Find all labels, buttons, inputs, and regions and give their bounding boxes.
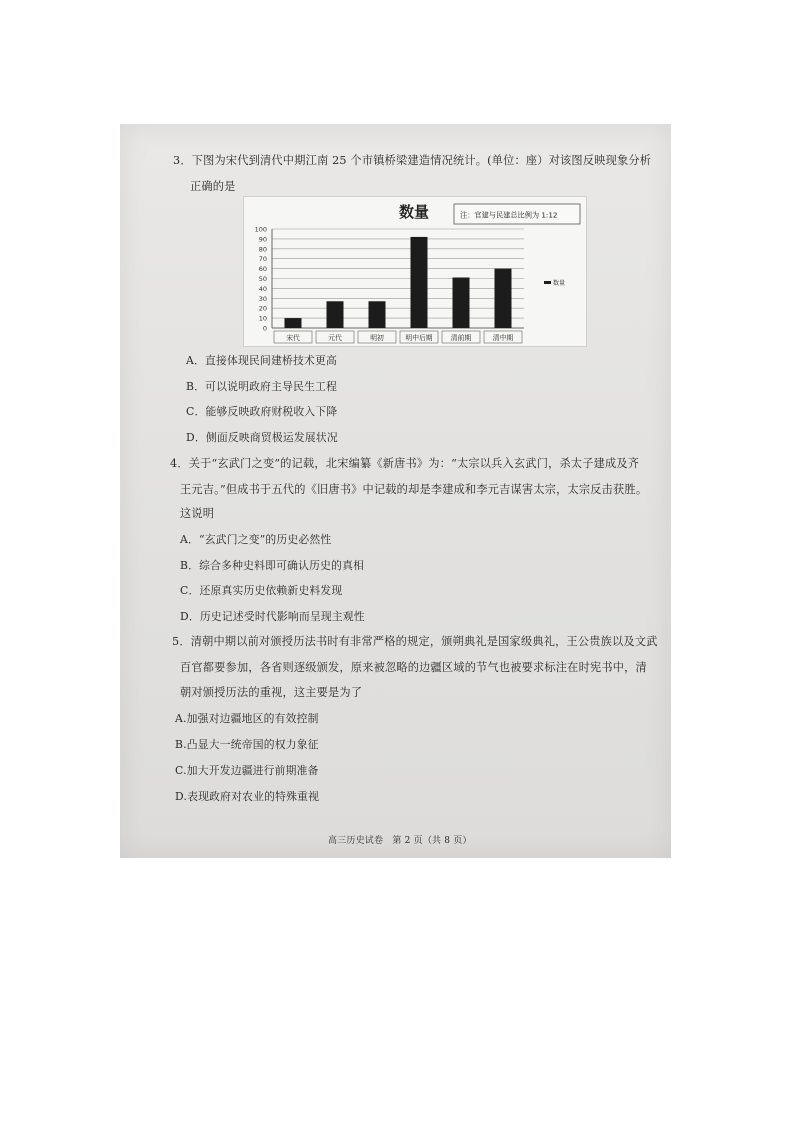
q3-stem-line2: 正确的是 xyxy=(190,180,236,193)
y-tick-label: 40 xyxy=(258,284,267,293)
q5-option-b: B.凸显大一统帝国的权力象征 xyxy=(175,738,319,751)
bridge-chart xyxy=(243,196,587,347)
q3-option-b: B．可以说明政府主导民生工程 xyxy=(186,380,338,393)
q3-option-a: A．直接体现民间建桥技术更高 xyxy=(186,354,337,367)
y-tick-label: 80 xyxy=(258,245,267,254)
y-tick-label: 50 xyxy=(258,275,267,283)
x-tick-label: 明初 xyxy=(370,334,384,342)
q4-option-a: A．“玄武门之变”的历史必然性 xyxy=(180,533,332,546)
q4-stem-line1: 4．关于“玄武门之变”的记载，北宋编纂《新唐书》为：“太宗以兵入玄武门，杀太子建成及齐 xyxy=(170,457,640,470)
y-tick-label: 100 xyxy=(254,225,267,234)
bar xyxy=(285,318,302,328)
legend-swatch xyxy=(544,281,551,284)
q3-stem-line1: 3．下图为宋代到清代中期江南 25 个市镇桥梁建造情况统计。(单位：座）对该图反映现象分析 xyxy=(173,154,652,167)
bar xyxy=(411,237,428,328)
bar xyxy=(369,301,386,328)
y-tick-label: 30 xyxy=(258,294,267,303)
x-tick-label: 清前期 xyxy=(450,334,472,342)
legend-label: 数量 xyxy=(553,280,566,287)
y-tick-label: 70 xyxy=(258,255,267,264)
q5-stem-line3: 朝对颁授历法的重视，这主要是为了 xyxy=(180,686,363,699)
q3-option-d: D．侧面反映商贸极运发展状况 xyxy=(186,431,338,444)
bar xyxy=(453,278,470,328)
q4-stem-line2: 王元吉。”但成书于五代的《旧唐书》中记载的却是李建成和李元吉谋害太宗，太宗反击获胜。 xyxy=(180,483,648,496)
y-tick-label: 90 xyxy=(258,235,267,244)
q3-option-c: C．能够反映政府财税收入下降 xyxy=(186,405,338,418)
y-tick-label: 10 xyxy=(258,314,267,323)
x-tick-label: 宋代 xyxy=(286,334,300,342)
chart-title: 数量 xyxy=(398,203,430,221)
q4-option-c: C．还原真实历史依赖新史料发现 xyxy=(180,584,343,597)
bar xyxy=(327,301,344,328)
q5-option-a: A.加强对边疆地区的有效控制 xyxy=(175,712,319,725)
x-tick-label: 清中期 xyxy=(492,334,514,342)
y-tick-label: 0 xyxy=(262,324,267,333)
q5-option-c: C.加大开发边疆进行前期准备 xyxy=(175,764,319,777)
x-tick-label: 明中后期 xyxy=(405,334,433,342)
q4-stem-line3: 这说明 xyxy=(180,507,215,520)
q5-stem-line1: 5．清朝中期以前对颁授历法书时有非常严格的规定，颁朔典礼是国家级典礼，王公贵族以及文武 xyxy=(172,635,658,648)
y-tick-label: 60 xyxy=(258,265,267,274)
page-footer: 高三历史试卷 第 2 页（共 8 页） xyxy=(328,836,472,846)
q4-option-b: B．综合多种史料即可确认历史的真相 xyxy=(180,559,365,572)
q5-option-d: D.表现政府对农业的特殊重视 xyxy=(175,790,320,803)
q5-stem-line2: 百官都要参加，各省则逐级颁发，原来被忽略的边疆区域的节气也被要求标注在时宪书中，清 xyxy=(180,661,647,674)
bar-chart-svg xyxy=(244,197,586,346)
x-tick-label: 元代 xyxy=(328,334,342,342)
chart-annotation: 注：官建与民建总比例为 1:12 xyxy=(460,210,558,220)
y-tick-label: 20 xyxy=(258,304,267,313)
bar xyxy=(495,269,512,328)
q4-option-d: D．历史记述受时代影响而呈现主观性 xyxy=(180,610,365,623)
